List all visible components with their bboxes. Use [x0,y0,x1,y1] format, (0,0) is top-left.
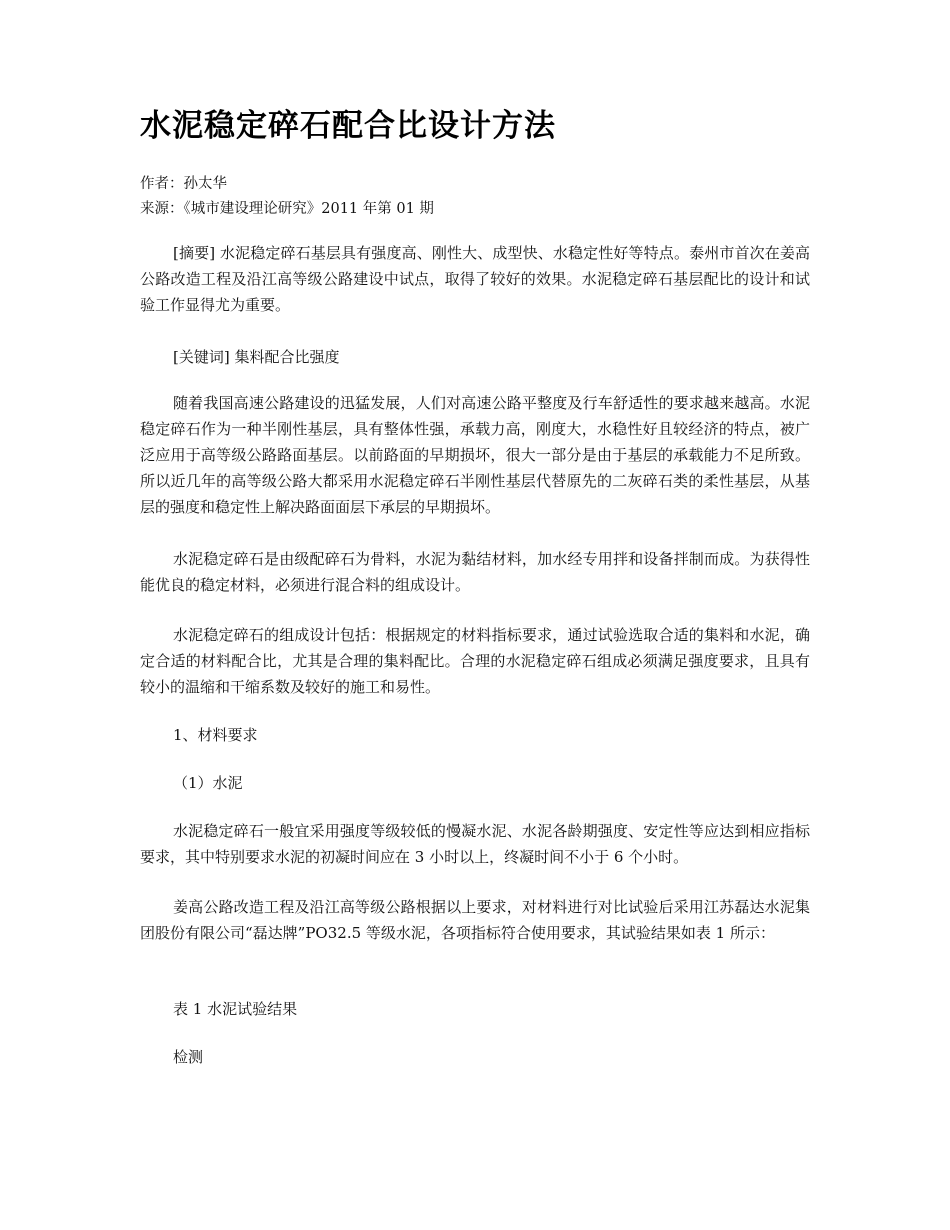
author-line: 作者：孙太华 [140,176,227,192]
body-paragraph-2: 水泥稳定碎石是由级配碎石为骨料，水泥为黏结材料，加水经专用拌和设备拌制而成。为获得性能优良的稳定材料，必须进行混合料的组成设计。 [140,550,810,594]
body-paragraph-4: 水泥稳定碎石一般宜采用强度等级较低的慢凝水泥、水泥各龄期强度、安定性等应达到相应指标要求，其中特别要求水泥的初凝时间应在 3 小时以上，终凝时间不小于 6 个小时。 [140,822,810,866]
table-header-fragment: 检测 [173,1048,204,1066]
section-heading-1: 1、材料要求 [173,726,258,744]
table-caption: 表 1 水泥试验结果 [173,1000,298,1018]
subsection-heading-cement: （1）水泥 [173,774,243,792]
source-line: 来源：《城市建设理论研究》2011 年第 01 期 [140,201,434,217]
body-paragraph-3: 水泥稳定碎石的组成设计包括：根据规定的材料指标要求，通过试验选取合适的集料和水泥，确定合适的材料配合比，尤其是合理的集料配比。合理的水泥稳定碎石组成必须满足强度要求，且具有较小的温缩和干缩系数及较好的施工和易性。 [140,626,810,696]
abstract-paragraph: [摘要] 水泥稳定碎石基层具有强度高、刚性大、成型快、水稳定性好等特点。泰州市首次在姜高公路改造工程及沿江高等级公路建设中试点，取得了较好的效果。水泥稳定碎石基层配比的设计和试验工作显得尤为重要。 [140,244,810,314]
keywords-line: [关键词] 集料配合比强度 [173,348,340,366]
article-title: 水泥稳定碎石配合比设计方法 [140,108,556,144]
body-paragraph-1: 随着我国高速公路建设的迅猛发展，人们对高速公路平整度及行车舒适性的要求越来越高。水泥稳定碎石作为一种半刚性基层，具有整体性强，承载力高，刚度大，水稳性好且较经济的特点，被广泛应用于高等级公路路面基层。以前路面的早期损坏，很大一部分是由于基层的承载能力不足所致。所以近几年的高等级公路大都采用水泥稳定碎石半刚性基层代替原先的二灰碎石类的柔性基层，从基层的强度和稳定性上解决路面面层下承层的早期损坏。 [140,394,810,516]
body-paragraph-5: 姜高公路改造工程及沿江高等级公路根据以上要求，对材料进行对比试验后采用江苏磊达水泥集团股份有限公司“磊达牌”PO32.5 等级水泥，各项指标符合使用要求，其试验结果如表 1 所示： [140,898,810,942]
